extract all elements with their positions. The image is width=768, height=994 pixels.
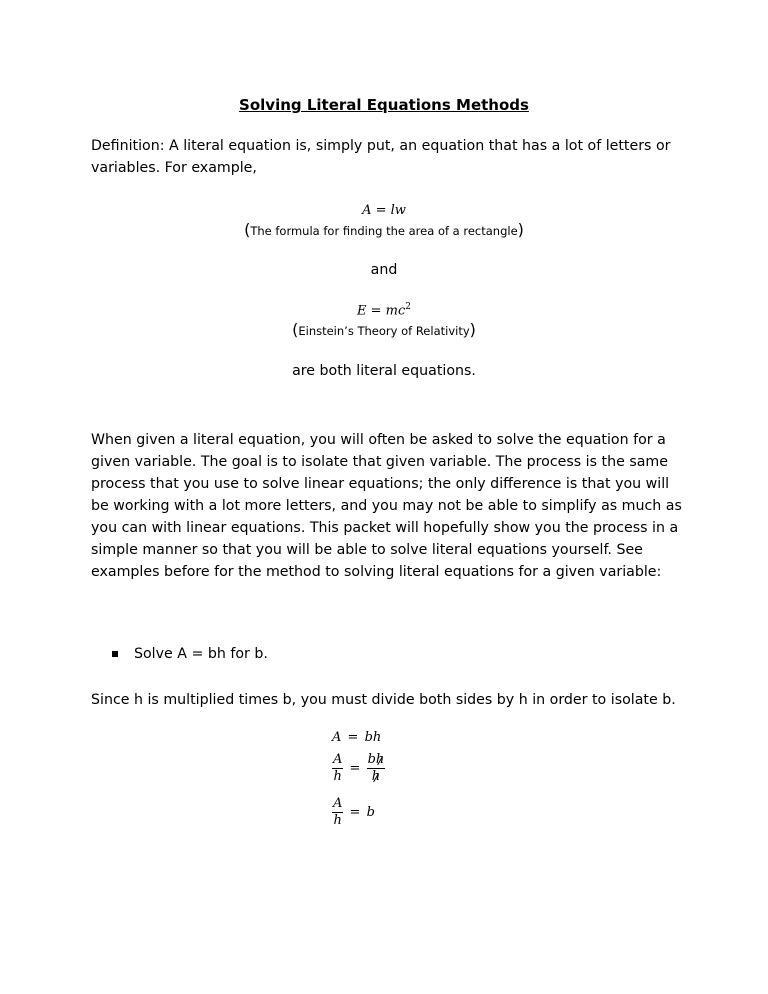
fraction-result (332, 796, 343, 829)
eq-sign: = (375, 203, 387, 218)
cancelled-h: h (375, 752, 385, 767)
eq-lhs: A (362, 203, 372, 218)
solution-line-1 (332, 730, 381, 745)
both-literal-text: are both literal equations. (292, 363, 476, 379)
solution-line-3 (332, 796, 375, 829)
example-bullet (112, 646, 268, 662)
bullet-text: Solve A = bh for b. (134, 646, 268, 662)
eq-sign: = (347, 730, 359, 745)
result-variable: b (366, 805, 375, 820)
eq-rhs: mc (385, 303, 406, 319)
caption-close-paren: ) (517, 220, 524, 239)
frac-numerator: A (333, 752, 343, 767)
caption-text: Einstein’s Theory of Relativity (298, 324, 470, 338)
eq-sign: = (370, 303, 382, 319)
intro-paragraph: When given a literal equation, you will often be asked to solve the equation for a given variable. The goal is to isolate that given variable. The process is the same process that you use to solve linear equations; the only difference is that you will be working with a lot more letters, and you may not be able to simplify as much as you can with linear equations. This packet will hopefully show you the process in a simple manner so that you will be able to solve literal equations yourself. See examples before for the method to solving literal equations for a given variable: (91, 432, 682, 580)
frac-numerator: A (333, 796, 343, 811)
square-bullet-icon (112, 651, 118, 657)
cancelled-h: h (371, 769, 381, 784)
frac-denominator: h (333, 813, 342, 828)
eq-rhs: lw (390, 203, 406, 218)
caption-close-paren: ) (469, 320, 476, 339)
numerator-b: b (367, 752, 376, 767)
equation-area-rectangle (0, 203, 768, 218)
line1-rhs: bh (364, 730, 382, 745)
solution-line-2 (332, 752, 385, 785)
fraction-right (367, 752, 386, 785)
frac-numerator (367, 752, 386, 769)
frac-denominator (367, 769, 386, 785)
caption-area-rectangle (0, 220, 768, 239)
fraction-left (332, 752, 343, 785)
explanation-paragraph: Since h is multiplied times b, you must divide both sides by h in order to isolate b. (91, 692, 676, 708)
eq-exponent: 2 (405, 302, 412, 312)
eq-lhs: E (356, 303, 367, 319)
caption-text: The formula for finding the area of a rectangle (250, 224, 518, 238)
page-title: Solving Literal Equations Methods (239, 96, 529, 114)
definition-paragraph: Definition: A literal equation is, simply put, an equation that has a lot of letters or variables. For example, (91, 138, 671, 176)
eq-sign: = (349, 761, 361, 776)
frac-denominator: h (333, 769, 342, 784)
caption-open-paren: ( (292, 320, 299, 339)
caption-open-paren: ( (244, 220, 251, 239)
caption-einstein (0, 320, 768, 339)
equation-einstein (0, 302, 768, 318)
and-text: and (370, 262, 398, 278)
line1-lhs: A (332, 730, 342, 745)
eq-sign: = (349, 805, 361, 820)
